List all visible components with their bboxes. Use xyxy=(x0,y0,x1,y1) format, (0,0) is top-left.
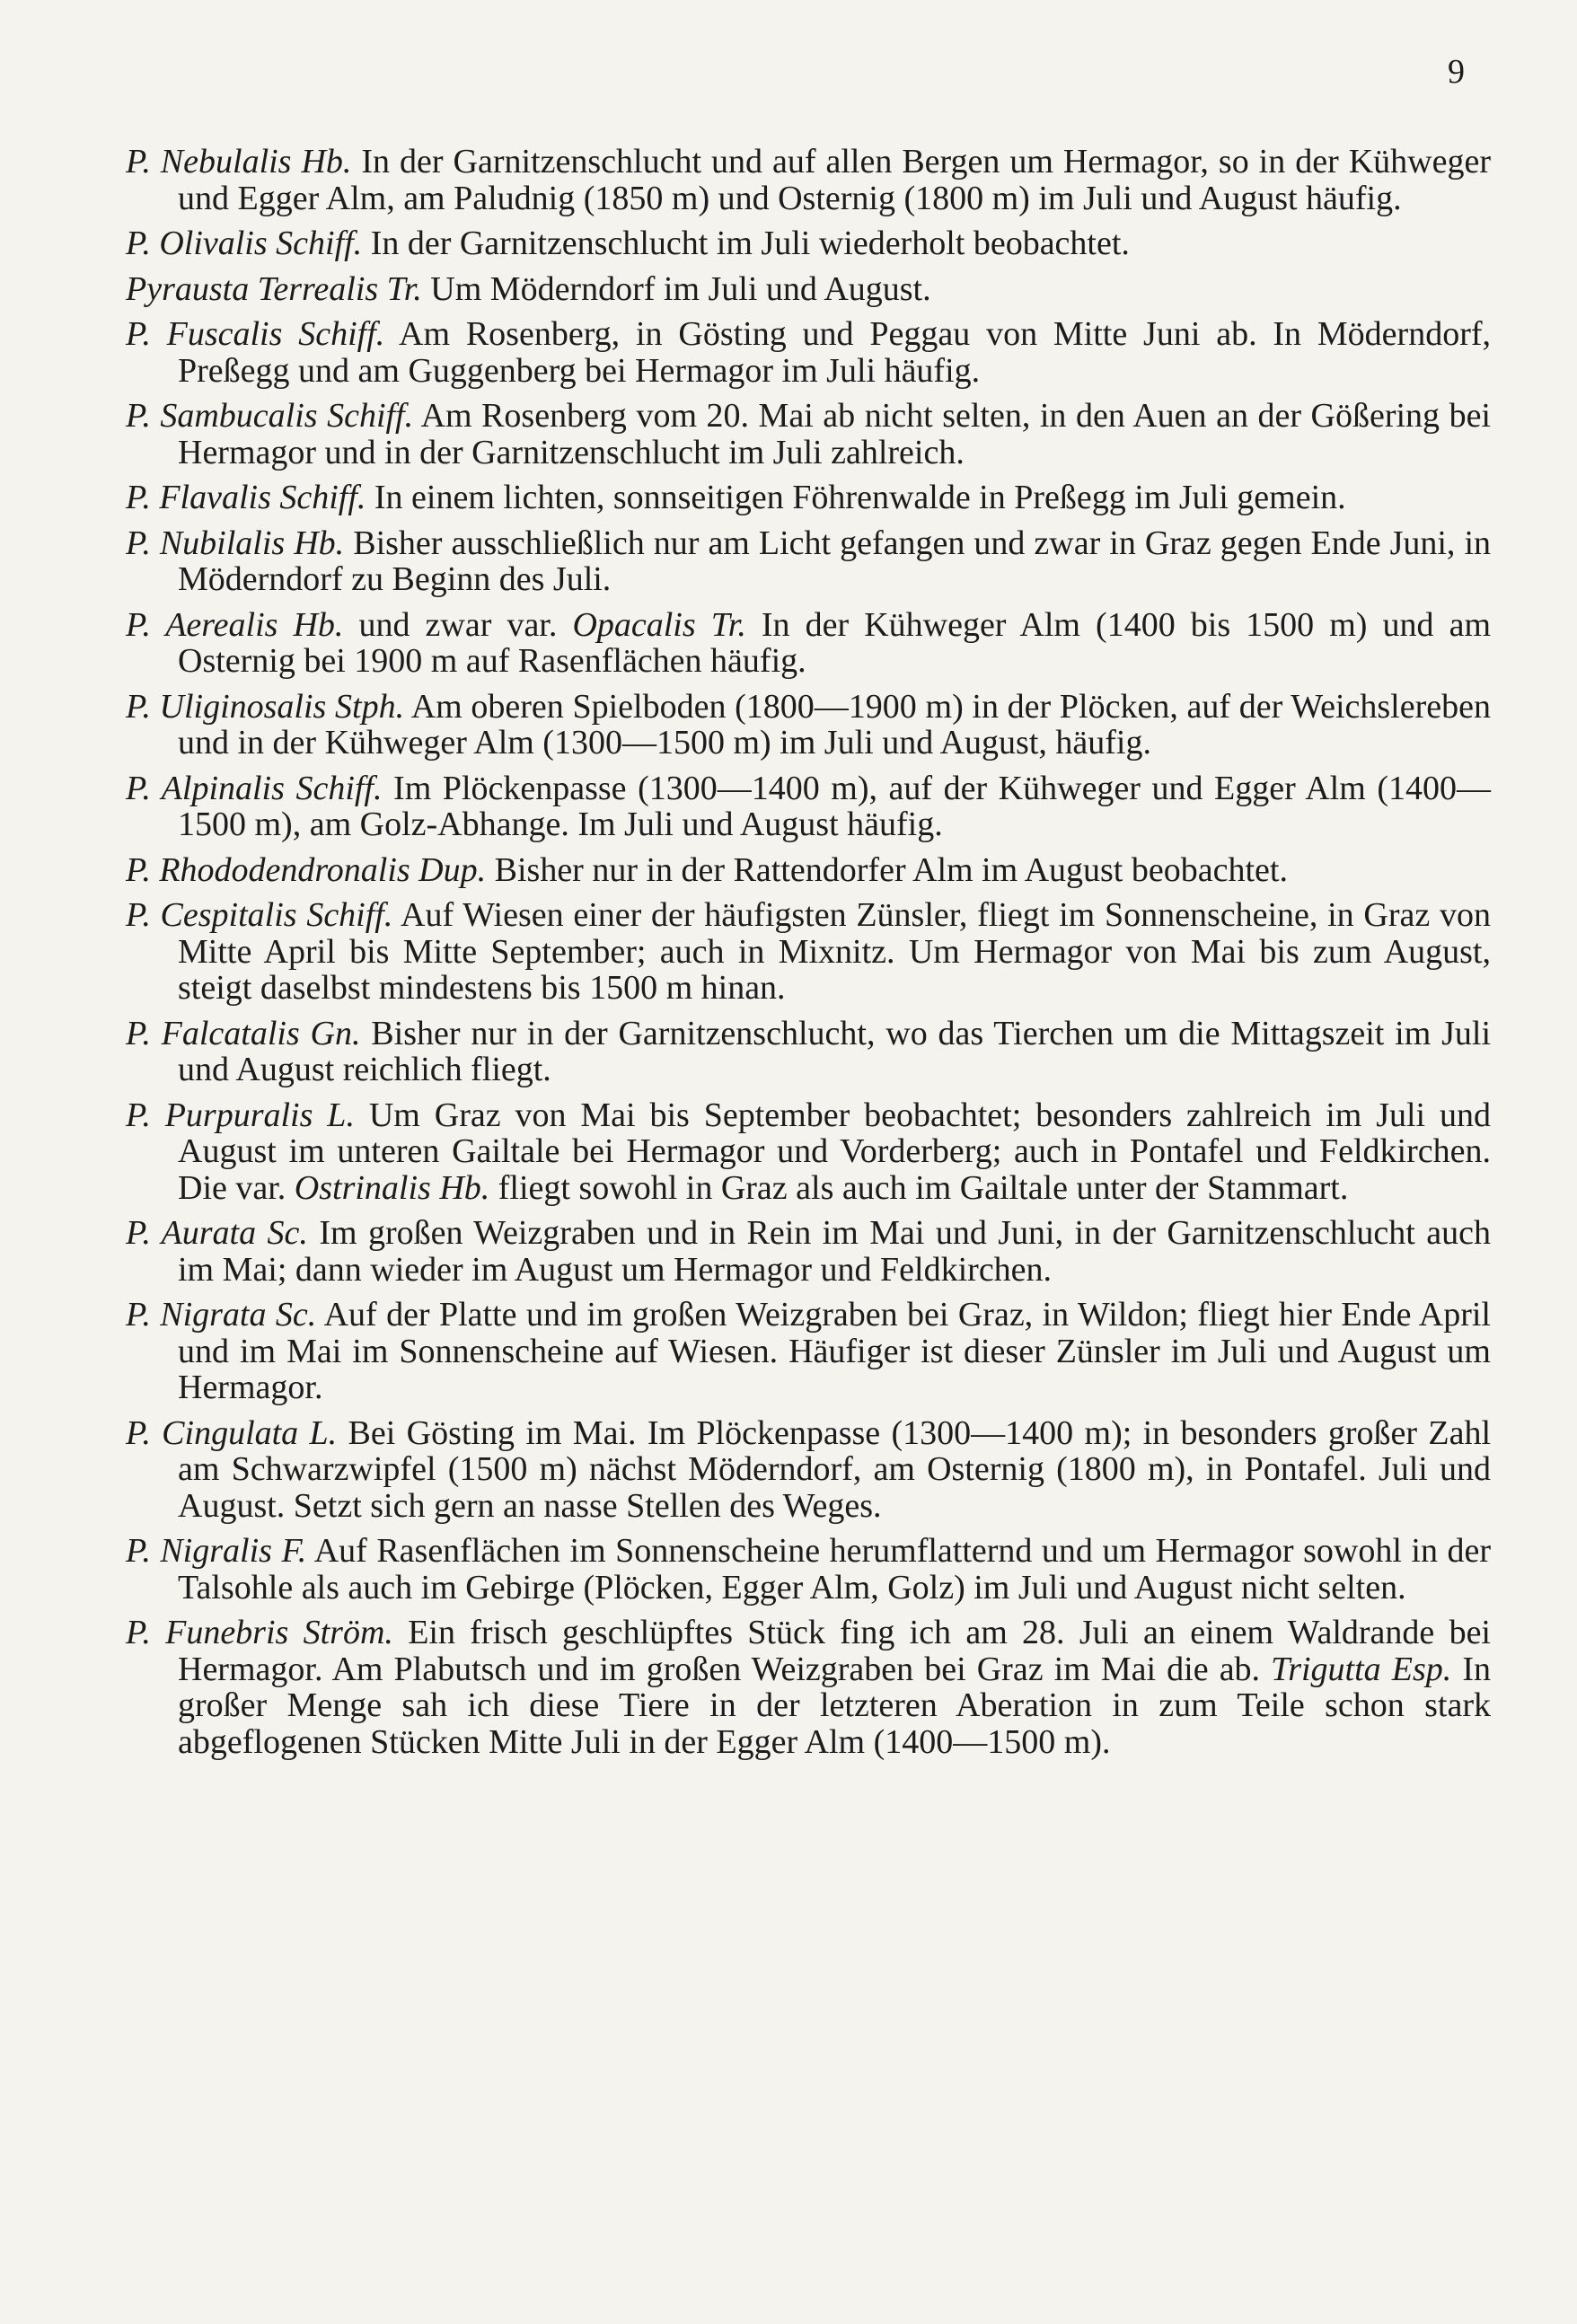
species-name: P. Cingulata L. xyxy=(126,1413,338,1452)
entry-text: In der Garnitzenschlucht und auf allen Bergen um Hermagor, so in der Kühweger und Egger Alm, am Paludnig (1850 m) und Osternig (1800 m) im Juli und August häufig. xyxy=(178,143,1492,217)
entry-nebulalis xyxy=(126,144,1491,216)
entry-nigrata xyxy=(126,1297,1491,1406)
species-name: P. Uliginosalis Stph. xyxy=(126,687,405,726)
entry-text: Am oberen Spielboden (1800—1900 m) in der Plöcken, auf der Weichslereben und in der Kühweger Alm (1300—1500 m) im Juli und August, häufig. xyxy=(178,687,1491,761)
species-name: P. Nigrata Sc. xyxy=(126,1296,317,1334)
entry-text: Bisher nur in der Garnitzenschlucht, wo das Tierchen um die Mittagszeit im Juli und August reichlich fliegt. xyxy=(178,1014,1491,1088)
species-name: P. Aurata Sc. xyxy=(126,1214,308,1252)
entry-text: Im großen Weizgraben und in Rein im Mai und Juni, in der Garnitzenschlucht auch im Mai; dann wieder im August um Hermagor und Feldkirchen. xyxy=(178,1214,1491,1289)
entry-text: Am Rosenberg, in Gösting und Peggau von Mitte Juni ab. In Möderndorf, Preßegg und am Guggenberg bei Hermagor im Juli häufig. xyxy=(178,315,1492,390)
species-name: P. Olivalis Schiff. xyxy=(126,224,363,262)
entry-text-before: und zwar var. xyxy=(358,605,558,644)
entry-aurata xyxy=(126,1215,1491,1288)
entry-nigralis xyxy=(126,1533,1491,1606)
species-name: P. Falcatalis Gn. xyxy=(126,1014,361,1052)
entry-text: Auf Rasenflächen im Sonnenscheine herumflatternd und um Hermagor sowohl in der Talsohle als auch im Gebirge (Plöcken, Egger Alm, Golz) im Juli und August nicht selten. xyxy=(178,1532,1491,1607)
entry-text: In der Kühweger Alm (1400 bis 1500 m) und am Osternig bei 1900 m auf Rasenflächen häufig. xyxy=(178,605,1491,680)
entry-text: In einem lichten, sonnseitigen Föhrenwalde in Preßegg im Juli gemein. xyxy=(374,479,1346,516)
entry-alpinalis xyxy=(126,770,1491,843)
entry-text-after: fliegt sowohl in Graz als auch im Gailtale unter der Stammart. xyxy=(498,1168,1349,1207)
entry-text: Um Graz von Mai bis September beobachtet; besonders zahlreich im Juli und August im unteren Gailtale bei Hermagor und Vorderberg; auch in Pontafel und Feldkirchen. Die var. xyxy=(178,1096,1492,1207)
entry-nubilalis xyxy=(126,525,1491,598)
entry-text: Bei Gösting im Mai. Im Plöckenpasse (1300—1400 m); in besonders großer Zahl am Schwarzwipfel (1500 m) nächst Möderndorf, am Osternig (1800 m), in Pontafel. Juli und August. Setzt sich gern an nasse Stellen des Weges. xyxy=(178,1413,1492,1525)
species-name: P. Purpuralis L. xyxy=(126,1096,355,1134)
page-number: 9 xyxy=(1448,53,1465,91)
entry-funebris xyxy=(126,1615,1491,1760)
species-name: P. Cespitalis Schiff. xyxy=(126,896,393,934)
entry-cingulata xyxy=(126,1415,1491,1525)
document-body xyxy=(126,144,1491,1769)
entry-olivalis xyxy=(126,225,1491,262)
entry-text: In der Garnitzenschlucht im Juli wiederholt beobachtet. xyxy=(370,224,1130,262)
entry-text: Im Plöckenpasse (1300—1400 m), auf der Kühweger und Egger Alm (1400—1500 m), am Golz-Abhange. Im Juli und August häufig. xyxy=(178,769,1491,843)
entry-uliginosalis xyxy=(126,689,1491,761)
species-name: P. Funebris Ström. xyxy=(126,1614,393,1651)
entry-purpuralis xyxy=(126,1097,1491,1207)
entry-text: Auf Wiesen einer der häufigsten Zünsler, fliegt im Sonnenscheine, in Graz von Mitte April bis Mitte September; auch in Mixnitz. Um Hermagor von Mai bis zum August, steigt daselbst mindestens bis 1500 m hinan. xyxy=(178,896,1492,1007)
variety-name: Opacalis Tr. xyxy=(572,605,746,644)
entry-text: Am Rosenberg vom 20. Mai ab nicht selten, in den Auen an der Gößering bei Hermagor und in der Garnitzenschlucht im Juli zahlreich. xyxy=(178,397,1491,471)
entry-text: Um Möderndorf im Juli und August. xyxy=(430,269,931,308)
species-name: P. Flavalis Schiff. xyxy=(126,479,366,516)
species-name: P. Fuscalis Schiff. xyxy=(126,315,385,353)
entry-falcatalis xyxy=(126,1016,1491,1088)
entry-aerealis xyxy=(126,607,1491,680)
species-name: P. Sambucalis Schiff. xyxy=(126,397,414,435)
variety-name: Ostrinalis Hb. xyxy=(294,1168,490,1207)
entry-text: Ein frisch geschlüpftes Stück fing ich am 28. Juli an einem Waldrande bei Hermagor. Am Plabutsch und im großen Weizgraben bei Graz im Mai die ab. xyxy=(178,1614,1491,1688)
entry-cespitalis xyxy=(126,897,1491,1007)
entry-sambucalis xyxy=(126,398,1491,471)
species-name: P. Rhododendronalis Dup. xyxy=(126,850,487,889)
species-name: P. Alpinalis Schiff. xyxy=(126,769,383,807)
entry-text: Bisher nur in der Rattendorfer Alm im August beobachtet. xyxy=(494,850,1288,889)
species-name: P. Nebulalis Hb. xyxy=(126,143,352,180)
entry-terrealis xyxy=(126,271,1491,308)
species-name: P. Nigralis F. xyxy=(126,1532,307,1570)
entry-text: Auf der Platte und im großen Weizgraben bei Graz, in Wildon; fliegt hier Ende April und im Mai im Sonnenscheine auf Wiesen. Häufiger ist dieser Zünsler im Juli und August um Hermagor. xyxy=(178,1296,1491,1406)
species-name: P. Aerealis Hb. xyxy=(126,605,344,644)
aberration-name: Trigutta Esp. xyxy=(1271,1650,1452,1688)
entry-flavalis xyxy=(126,480,1491,516)
species-name: Pyrausta Terrealis Tr. xyxy=(126,269,422,308)
entry-fuscalis xyxy=(126,316,1491,389)
species-name: P. Nubilalis Hb. xyxy=(126,524,345,562)
entry-rhododendronalis xyxy=(126,852,1491,889)
entry-text: Bisher ausschließlich nur am Licht gefangen und zwar in Graz gegen Ende Juni, in Möderndorf zu Beginn des Juli. xyxy=(178,524,1492,598)
entry-text-after: In großer Menge sah ich diese Tiere in der letzteren Aberation in zum Teile schon stark abgeflogenen Stücken Mitte Juli in der Egger Alm (1400—1500 m). xyxy=(178,1650,1491,1761)
